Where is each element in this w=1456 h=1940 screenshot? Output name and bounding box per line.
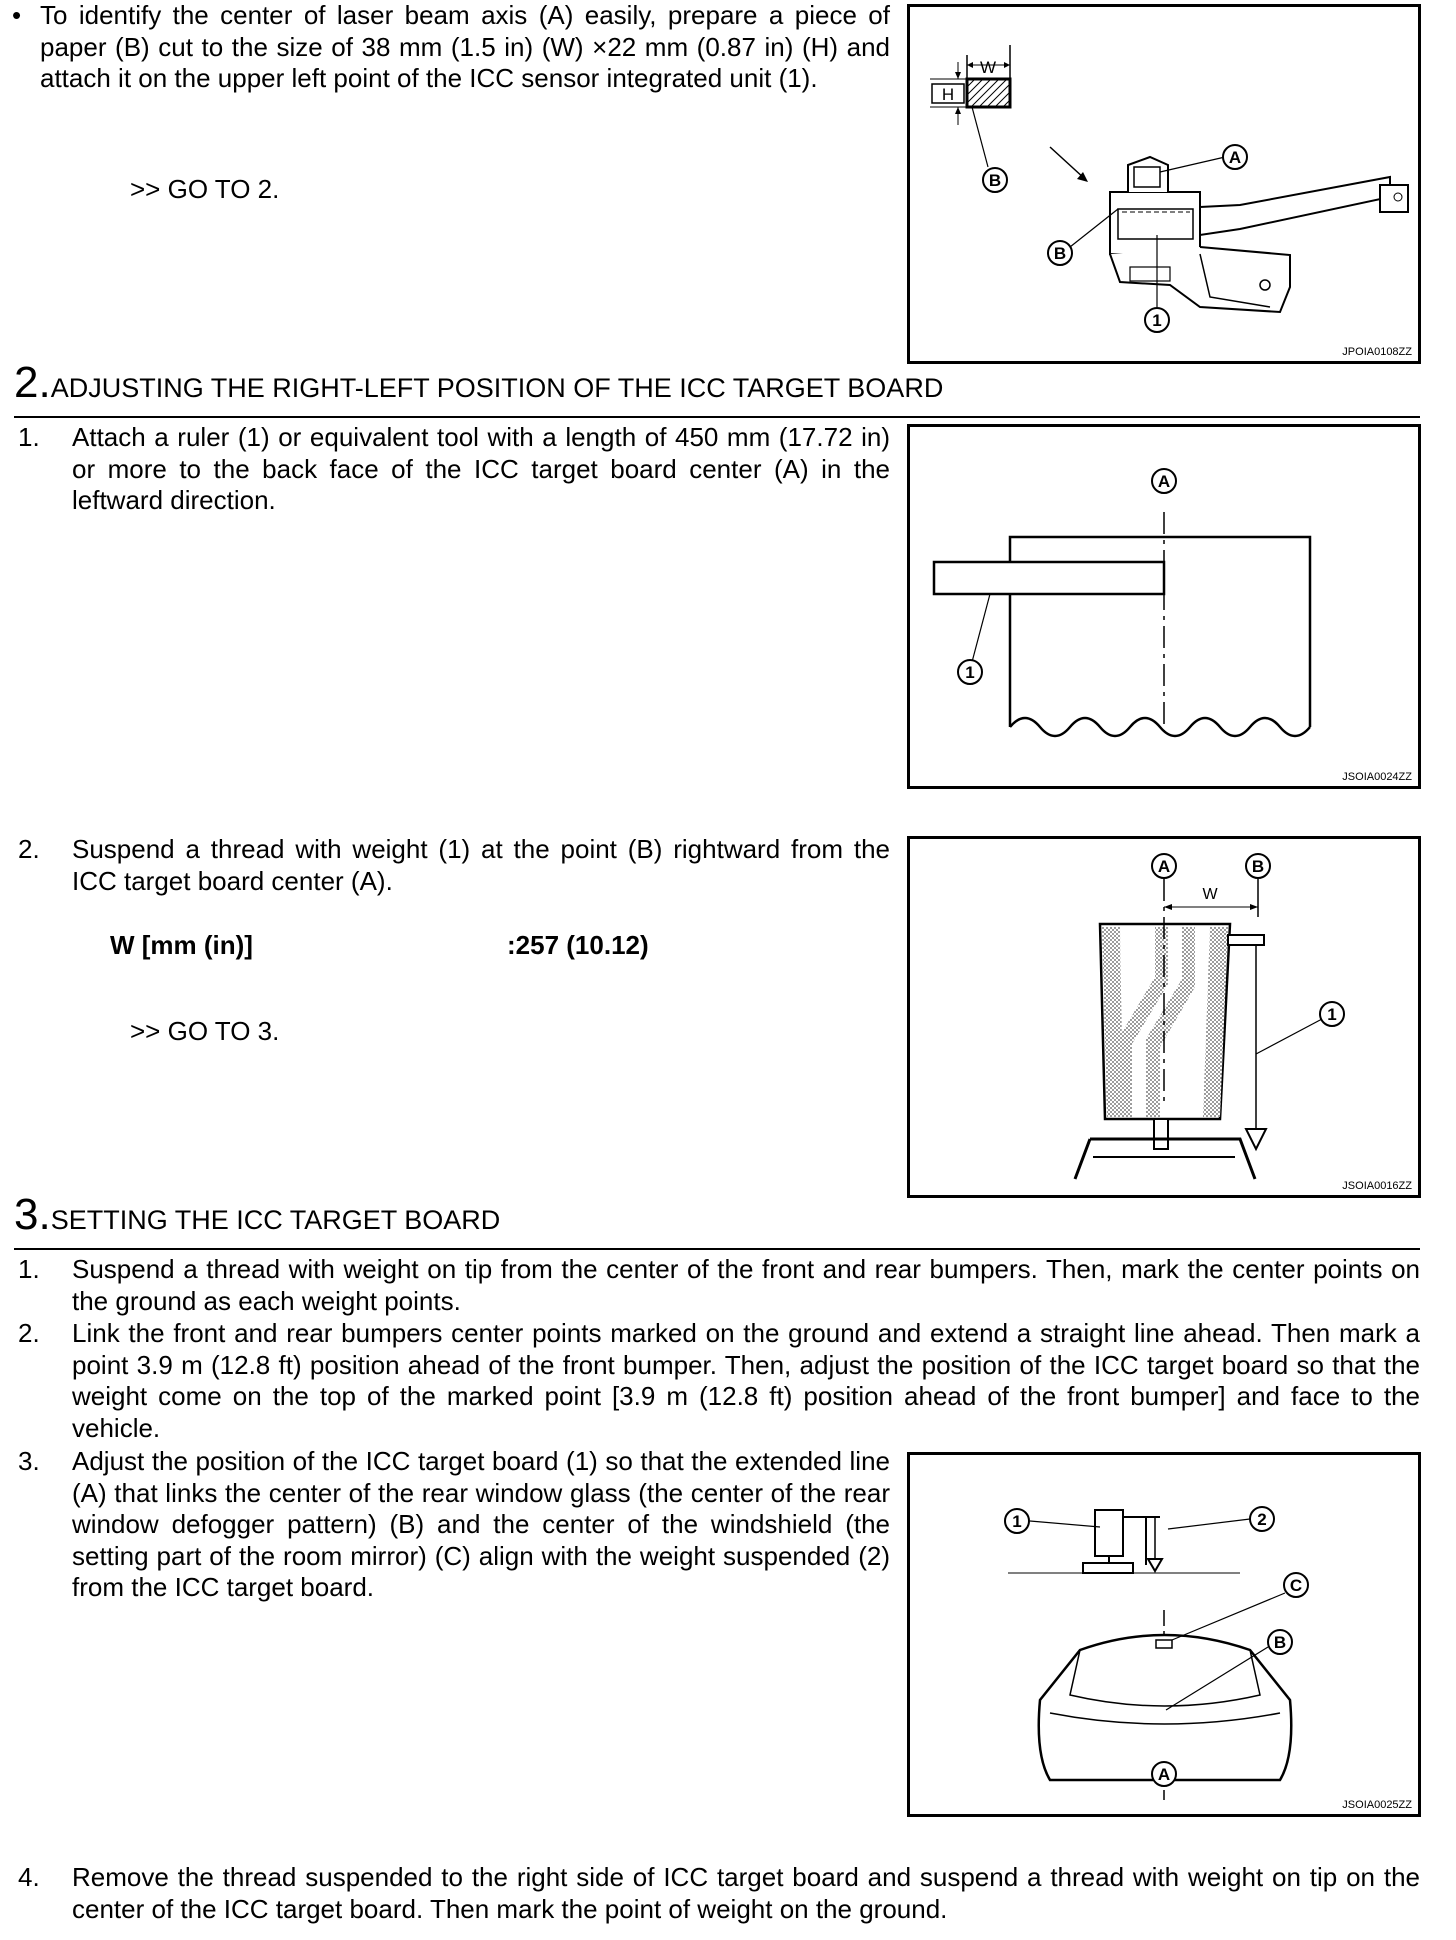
label-a: A	[1157, 857, 1171, 876]
figure-id: JSOIA0024ZZ	[1342, 771, 1412, 783]
section-2-heading	[14, 358, 943, 408]
label-1: 1	[965, 663, 975, 682]
label-w: W	[979, 58, 997, 77]
label-b: B	[1273, 1633, 1287, 1652]
section-3-divider	[14, 1248, 1420, 1250]
figure-id: JSOIA0016ZZ	[1342, 1180, 1412, 1192]
label-2: 2	[1257, 1510, 1267, 1529]
item-number: 2.	[18, 1318, 40, 1348]
item-number: 3.	[18, 1446, 40, 1476]
spec-label: W [mm (in)]	[110, 930, 253, 960]
figure-id: JSOIA0025ZZ	[1342, 1799, 1412, 1811]
item-number: 2.	[18, 834, 40, 864]
label-1: 1	[1152, 311, 1162, 330]
bullet-marker: •	[12, 0, 22, 30]
section-2-number: 2.	[14, 358, 51, 407]
figure-vehicle-alignment	[907, 1452, 1421, 1817]
item-number: 4.	[18, 1862, 40, 1892]
step3-item2-text: Link the front and rear bumpers center points marked on the ground and extend a straight line ahead. Then mark a point 3.9 m (12.8 ft) position ahead of the front bumper. Then, adjust the position of the ICC target board so that the weight come on the top of the marked point [3.9 m (12.8 ft) position ahead of the front bumper] and face to the vehicle.	[72, 1318, 1420, 1443]
label-w: W	[1202, 886, 1218, 903]
label-a: A	[1228, 148, 1242, 167]
label-c: C	[1289, 1576, 1303, 1595]
step3-item4-text: Remove the thread suspended to the right side of ICC target board and suspend a thread with weight on tip on the center of the ICC target board. Then mark the point of weight on the ground.	[72, 1862, 1420, 1924]
ruler-diagram	[910, 427, 1418, 786]
section-3-heading	[14, 1190, 500, 1240]
goto-step3: >> GO TO 3.	[130, 1016, 280, 1046]
figure-id: JPOIA0108ZZ	[1342, 346, 1412, 358]
section-3-title: SETTING THE ICC TARGET BOARD	[50, 1205, 501, 1235]
section-2-title: ADJUSTING THE RIGHT-LEFT POSITION OF THE ICC TARGET BOARD	[50, 373, 944, 403]
step3-item3-text: Adjust the position of the ICC target board (1) so that the extended line (A) that links the center of the rear window glass (the center of the rear window defogger pattern) (B) and the center of the windshield (the setting part of the room mirror) (C) align with the weight suspended (2) from the ICC target board.	[72, 1446, 890, 1602]
item-number: 1.	[18, 1254, 40, 1284]
section-2-divider	[14, 416, 1420, 418]
icc-sensor-diagram	[910, 7, 1418, 361]
step1-paragraph: To identify the center of laser beam axis (A) easily, prepare a piece of paper (B) cut to the size of 38 mm (1.5 in) (W) ×22 mm (0.87 in) (H) and attach it on the upper left point of the ICC sensor integrated unit (1).	[40, 0, 890, 93]
label-a: A	[1157, 1765, 1171, 1784]
label-1: 1	[1327, 1005, 1337, 1024]
step2-item2-text: Suspend a thread with weight (1) at the point (B) rightward from the ICC target board center (A).	[72, 834, 890, 896]
item-number: 1.	[18, 422, 40, 452]
figure-icc-sensor-paper	[907, 4, 1421, 364]
vehicle-alignment-diagram	[910, 1455, 1418, 1814]
label-b: B	[1251, 857, 1265, 876]
label-b: B	[988, 171, 1002, 190]
thread-weight-diagram	[910, 839, 1418, 1195]
label-a: A	[1157, 472, 1171, 491]
goto-step2: >> GO TO 2.	[130, 174, 280, 204]
label-b-2: B	[1053, 244, 1067, 263]
step2-item1-text: Attach a ruler (1) or equivalent tool with a length of 450 mm (17.72 in) or more to the back face of the ICC target board center (A) in the leftward direction.	[72, 422, 890, 515]
step3-item1-text: Suspend a thread with weight on tip from the center of the front and rear bumpers. Then, mark the center points on the ground as each weight points.	[72, 1254, 1420, 1316]
figure-ruler-board	[907, 424, 1421, 789]
section-3-number: 3.	[14, 1190, 51, 1239]
spec-value: :257 (10.12)	[507, 930, 649, 960]
label-h: H	[941, 85, 955, 104]
label-1: 1	[1012, 1512, 1022, 1531]
figure-thread-weight	[907, 836, 1421, 1198]
